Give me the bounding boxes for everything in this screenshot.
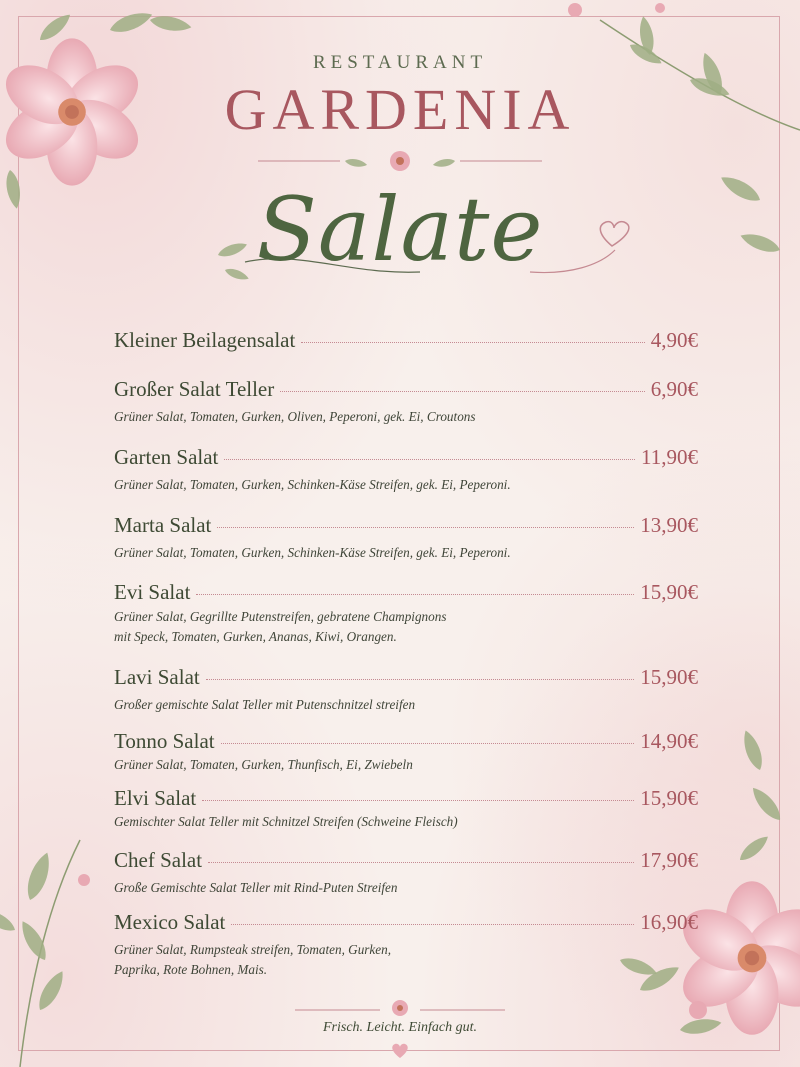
section-title: Salate (256, 178, 544, 281)
footer-tagline: Frisch. Leicht. Einfach gut. (323, 1020, 477, 1035)
menu-item (114, 445, 698, 495)
menu-item (114, 665, 698, 715)
item-price: 14,90€ (640, 729, 698, 753)
item-name: Mexico Salat (114, 910, 226, 934)
menu-item (114, 910, 698, 980)
restaurant-name: GARDENIA (224, 77, 576, 142)
item-name: Garten Salat (114, 445, 219, 469)
item-name: Lavi Salat (114, 665, 200, 689)
flower-icon (258, 151, 542, 171)
item-name: Kleiner Beilagensalat (114, 328, 296, 352)
dot-leader (202, 800, 634, 801)
item-price: 16,90€ (640, 910, 698, 934)
item-name: Chef Salat (114, 848, 203, 872)
menu-item (114, 580, 698, 647)
dot-leader (208, 862, 634, 863)
item-description: Gemischter Salat Teller mit Schnitzel Streifen (Schweine Fleisch) (114, 814, 458, 829)
item-description: Grüner Salat, Rumpsteak streifen, Tomaten, Gurken, Paprika, Rote Bohnen, Mais. (114, 942, 392, 977)
item-price: 11,90€ (641, 445, 698, 469)
item-price: 4,90€ (650, 328, 698, 352)
dot-leader (224, 459, 635, 460)
dot-leader (221, 743, 635, 744)
item-description: Großer gemischte Salat Teller mit Putenschnitzel streifen (114, 697, 416, 712)
dot-leader (196, 594, 634, 595)
item-price: 17,90€ (640, 848, 698, 872)
item-name: Evi Salat (114, 580, 191, 604)
menu-item (114, 786, 698, 832)
dot-leader (231, 924, 634, 925)
item-price: 15,90€ (640, 665, 698, 689)
item-price: 13,90€ (640, 513, 698, 537)
menu-item (114, 848, 698, 898)
dot-leader (217, 527, 634, 528)
menu-item (114, 328, 698, 353)
item-name: Elvi Salat (114, 786, 197, 810)
menu-item (114, 729, 698, 775)
item-name: Marta Salat (114, 513, 212, 537)
dot-leader (301, 342, 644, 343)
item-description: Grüner Salat, Tomaten, Gurken, Oliven, Peperoni, gek. Ei, Croutons (114, 409, 476, 424)
item-price: 6,90€ (650, 377, 698, 401)
item-description: Grüner Salat, Tomaten, Gurken, Schinken-Käse Streifen, gek. Ei, Peperoni. (114, 477, 511, 492)
menu-item (114, 513, 698, 563)
heart-icon (392, 1044, 407, 1058)
item-price: 15,90€ (640, 786, 698, 810)
item-description: Grüner Salat, Tomaten, Gurken, Schinken-Käse Streifen, gek. Ei, Peperoni. (114, 545, 511, 560)
item-name: Großer Salat Teller (114, 377, 275, 401)
flower-icon (295, 1000, 505, 1016)
item-description: Grüner Salat, Gegrillte Putenstreifen, gebratene Champignons mit Speck, Tomaten, Gurken, Ananas, Kiwi, Orangen. (114, 609, 447, 644)
menu-item (114, 377, 698, 427)
item-price: 15,90€ (640, 580, 698, 604)
item-description: Große Gemischte Salat Teller mit Rind-Puten Streifen (114, 880, 398, 895)
leaf-branch-icon (736, 728, 785, 864)
dot-leader (280, 391, 645, 392)
dot-leader (206, 679, 635, 680)
restaurant-label: RESTAURANT (312, 52, 488, 73)
item-name: Tonno Salat (114, 729, 215, 753)
item-description: Grüner Salat, Tomaten, Gurken, Thunfisch, Ei, Zwiebeln (114, 757, 413, 772)
